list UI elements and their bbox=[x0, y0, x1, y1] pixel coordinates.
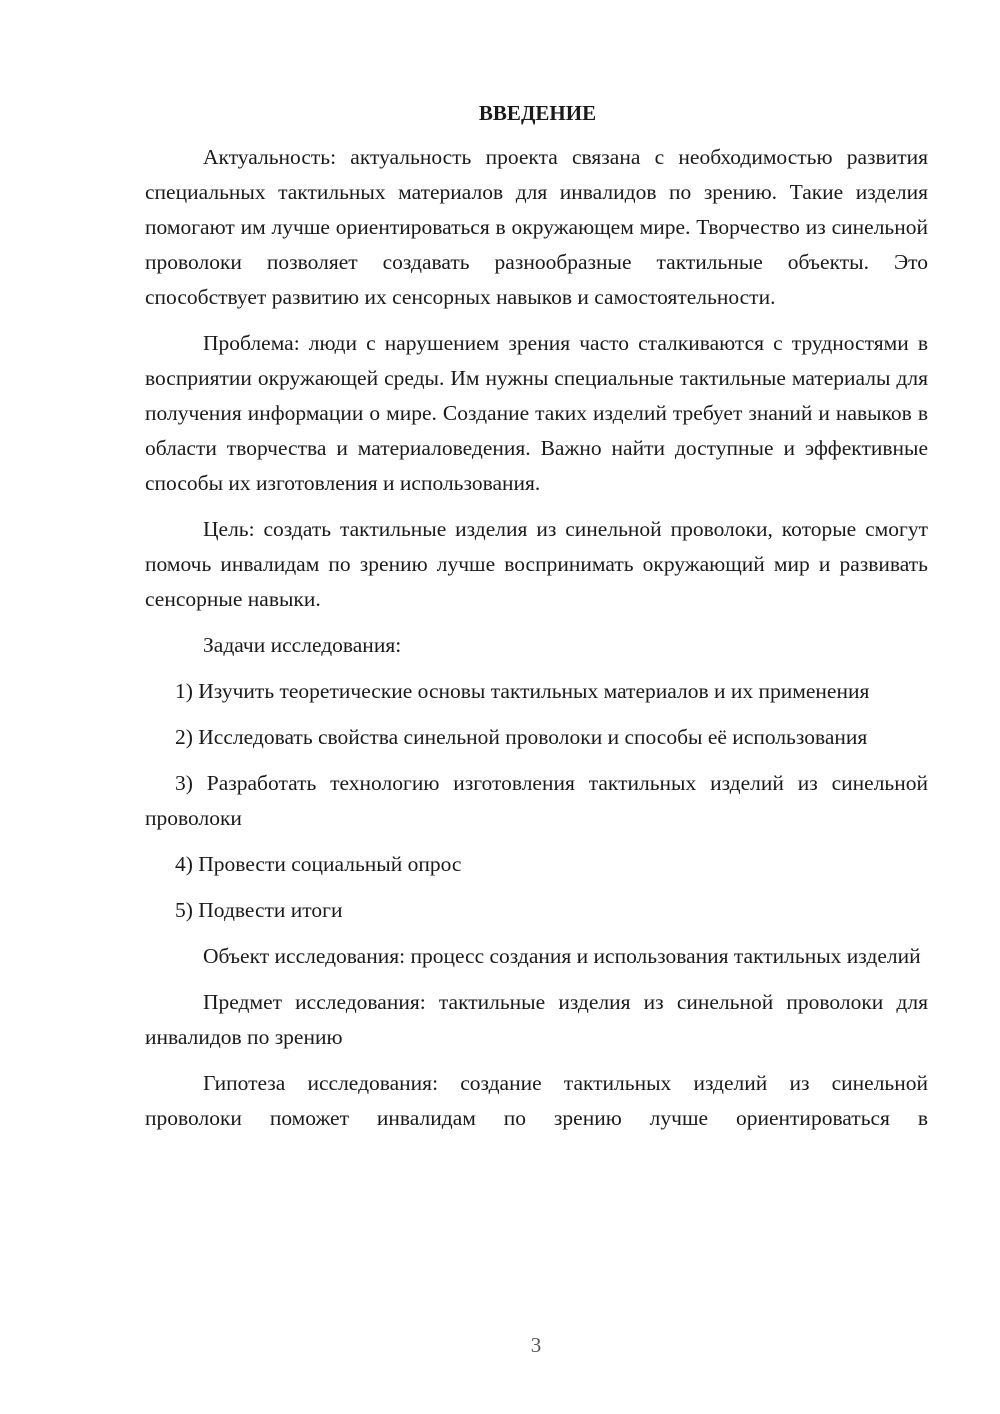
list-item: 5) Подвести итоги bbox=[175, 898, 343, 922]
paragraph-goal: Цель: создать тактильные изделия из синельной проволоки, которые смогут помочь инвалидам по зрению лучше воспринимать окружающий мир и развивать сенсорные навыки. bbox=[145, 517, 928, 611]
list-item: 4) Провести социальный опрос bbox=[175, 852, 462, 876]
page-title: ВВЕДЕНИЕ bbox=[478, 101, 597, 125]
list-item: 1) Изучить теоретические основы тактильных материалов и их применения bbox=[175, 679, 870, 703]
list-item: 2) Исследовать свойства синельной проволоки и способы её использования bbox=[175, 725, 868, 749]
paragraph-hypothesis: Гипотеза исследования: создание тактильных изделий из синельной проволоки поможет инвалидам по зрению лучше ориентироваться в bbox=[145, 1071, 928, 1130]
document-body bbox=[145, 96, 928, 1147]
tasks-heading: Задачи исследования: bbox=[203, 633, 402, 657]
page-number: 3 bbox=[530, 1333, 542, 1357]
paragraph-object: Объект исследования: процесс создания и использования тактильных изделий bbox=[203, 944, 921, 968]
paragraph-subject: Предмет исследования: тактильные изделия из синельной проволоки для инвалидов по зрению bbox=[145, 990, 928, 1049]
paragraph-problem: Проблема: люди с нарушением зрения часто сталкиваются с трудностями в восприятии окружающей среды. Им нужны специальные тактильные материалы для получения информации о мире. Создание таких изделий требует знаний и навыков в области творчества и материаловедения. Важно найти доступные и эффективные способы их изготовления и использования. bbox=[145, 331, 928, 495]
list-item: 3) Разработать технологию изготовления тактильных изделий из синельной проволоки bbox=[145, 771, 928, 830]
paragraph-relevance: Актуальность: актуальность проекта связана с необходимостью развития специальных тактильных материалов для инвалидов по зрению. Такие изделия помогают им лучше ориентироваться в окружающем мире. Творчество из синельной проволоки позволяет создавать разнообразные тактильные объекты. Это способствует развитию их сенсорных навыков и самостоятельности. bbox=[145, 145, 928, 309]
